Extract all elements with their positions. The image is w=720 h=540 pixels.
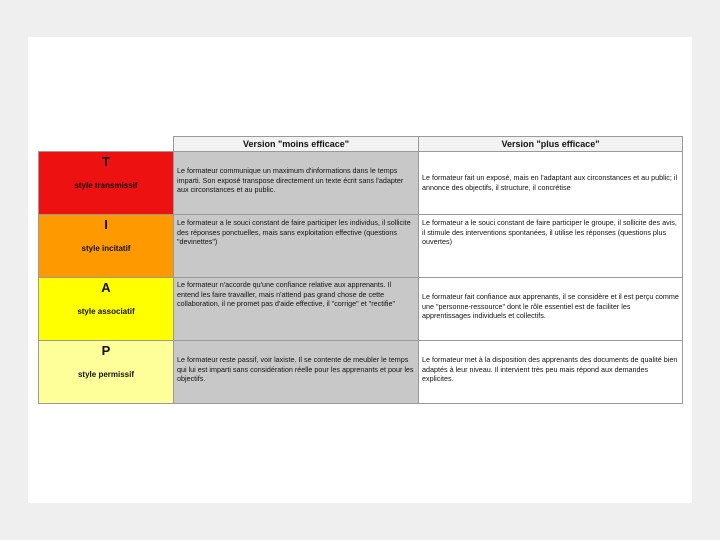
style-cell-associatif [39, 278, 174, 341]
style-name: style associatif [77, 307, 135, 316]
less-effective-text: Le formateur n'accorde qu'une confiance relative aux apprenants. Il entend les faire travailler, mais n'attend pas grand chose de cette collaboration, il ne promet pas d'aide effective, il "corrige" et "rectifie" [177, 280, 395, 308]
less-effective-text: Le formateur a le souci constant de faire participer les individus, il sollicite des réponses ponctuelles, mais sans exploitation effective (questions "devinettes") [177, 218, 411, 246]
table-row-associatif [39, 278, 683, 341]
styles-table [38, 136, 683, 404]
more-effective-text: Le formateur a le souci constant de faire participer le groupe, il sollicite des avis, il stimule des interventions spontanées, il utilise les réponses (questions plus ouvertes) [422, 218, 677, 246]
style-letter: P [101, 343, 111, 358]
more-effective-text: Le formateur fait confiance aux apprenants, il se considère et il est perçu comme une "personne-ressource" dont le rôle essentiel est de faciliter les apprentissages individuels et collectifs. [422, 292, 679, 320]
header-less-effective: Version "moins efficace" [174, 137, 419, 152]
style-cell-incitatif [39, 215, 174, 278]
less-effective-cell [174, 278, 419, 341]
style-cell-permissif [39, 341, 174, 404]
less-effective-cell [174, 152, 419, 215]
header-more-effective: Version "plus efficace" [419, 137, 683, 152]
style-cell-transmissif [39, 152, 174, 215]
style-letter: I [104, 217, 108, 232]
less-effective-text: Le formateur communique un maximum d'informations dans le temps imparti. Son exposé transpose directement un texte écrit sans l'adapter aux circonstances et au public. [177, 166, 404, 194]
less-effective-cell [174, 215, 419, 278]
more-effective-cell [419, 152, 683, 215]
style-letter: T [102, 154, 110, 169]
less-effective-text: Le formateur reste passif, voir laxiste. Il se contente de meubler le temps qui lui est imparti sans considération réelle pour les apprenants et pour les objectifs. [177, 355, 414, 383]
header-corner [39, 137, 174, 152]
more-effective-cell [419, 341, 683, 404]
more-effective-text: Le formateur met à la disposition des apprenants des documents de qualité bien adaptés à leur niveau. Il intervient très peu mais répond aux demandes explicites. [422, 355, 678, 383]
style-name: style transmissif [74, 181, 138, 190]
style-name: style permissif [77, 370, 135, 379]
table-row-permissif [39, 341, 683, 404]
table-row-transmissif [39, 152, 683, 215]
more-effective-cell [419, 278, 683, 341]
header-row [39, 137, 683, 152]
more-effective-cell [419, 215, 683, 278]
more-effective-text: Le formateur fait un exposé, mais en l'adaptant aux circonstances et au public; il annonce des objectifs, il structure, il concrétise [422, 173, 678, 192]
style-letter: A [101, 280, 111, 295]
less-effective-cell [174, 341, 419, 404]
table-row-incitatif [39, 215, 683, 278]
teaching-styles-table [38, 136, 682, 403]
style-name: style incitatif [81, 244, 131, 253]
